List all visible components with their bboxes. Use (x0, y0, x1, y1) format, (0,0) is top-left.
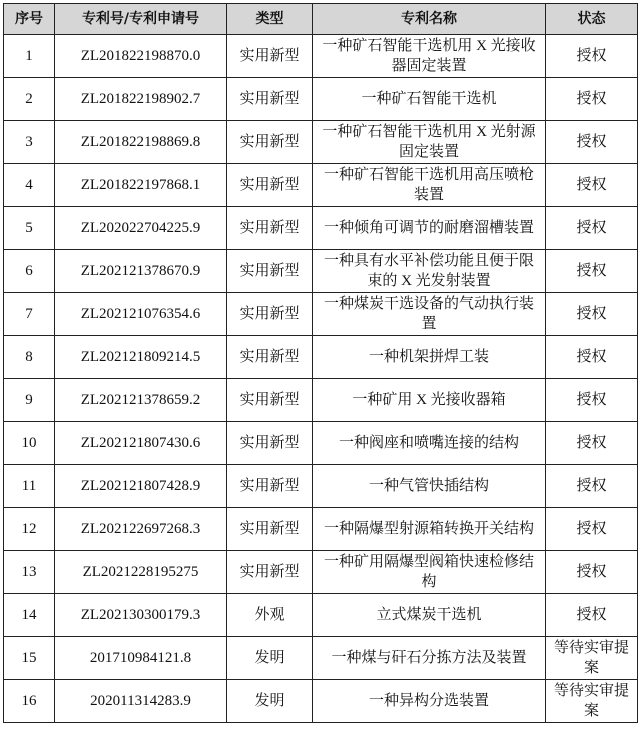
type-cell: 发明 (227, 637, 313, 680)
type-cell: 实用新型 (227, 78, 313, 121)
patent-number-cell: ZL202022704225.9 (55, 207, 227, 250)
table-row (4, 293, 638, 336)
patent-name-cell: 一种矿石智能干选机用 X 光射源固定装置 (313, 121, 546, 164)
index-cell: 9 (4, 379, 55, 422)
type-cell: 实用新型 (227, 293, 313, 336)
type-cell: 发明 (227, 680, 313, 723)
index-cell: 5 (4, 207, 55, 250)
table-row (4, 164, 638, 207)
index-cell: 4 (4, 164, 55, 207)
table-row (4, 551, 638, 594)
index-cell: 3 (4, 121, 55, 164)
patent-name-cell: 立式煤炭干选机 (313, 594, 546, 637)
patent-number-cell: ZL202121807430.6 (55, 422, 227, 465)
table-row (4, 465, 638, 508)
status-cell: 等待实审提案 (546, 680, 638, 723)
patent-name-cell: 一种倾角可调节的耐磨溜槽装置 (313, 207, 546, 250)
type-cell: 实用新型 (227, 508, 313, 551)
type-cell: 实用新型 (227, 422, 313, 465)
patent-name-cell: 一种隔爆型射源箱转换开关结构 (313, 508, 546, 551)
patent-table (3, 3, 638, 723)
table-row (4, 78, 638, 121)
patent-number-cell: 202011314283.9 (55, 680, 227, 723)
patent-number-cell: 201710984121.8 (55, 637, 227, 680)
table-row (4, 594, 638, 637)
header-patent-name: 专利名称 (313, 4, 546, 35)
status-cell: 授权 (546, 207, 638, 250)
type-cell: 实用新型 (227, 35, 313, 78)
header-patent-number: 专利号/专利申请号 (55, 4, 227, 35)
type-cell: 实用新型 (227, 121, 313, 164)
status-cell: 授权 (546, 551, 638, 594)
table-row (4, 250, 638, 293)
status-cell: 授权 (546, 121, 638, 164)
header-index: 序号 (4, 4, 55, 35)
header-row (4, 4, 638, 35)
header-status: 状态 (546, 4, 638, 35)
type-cell: 实用新型 (227, 336, 313, 379)
status-cell: 授权 (546, 336, 638, 379)
status-cell: 授权 (546, 379, 638, 422)
index-cell: 10 (4, 422, 55, 465)
patent-name-cell: 一种矿石智能干选机用 X 光接收器固定装置 (313, 35, 546, 78)
patent-name-cell: 一种气管快插结构 (313, 465, 546, 508)
table-row (4, 379, 638, 422)
patent-name-cell: 一种矿用 X 光接收器箱 (313, 379, 546, 422)
patent-number-cell: ZL202121807428.9 (55, 465, 227, 508)
status-cell: 授权 (546, 250, 638, 293)
index-cell: 7 (4, 293, 55, 336)
patent-name-cell: 一种煤与矸石分拣方法及装置 (313, 637, 546, 680)
patent-name-cell: 一种阀座和喷嘴连接的结构 (313, 422, 546, 465)
patent-name-cell: 一种矿石智能干选机用高压喷枪装置 (313, 164, 546, 207)
status-cell: 等待实审提案 (546, 637, 638, 680)
patent-number-cell: ZL201822198870.0 (55, 35, 227, 78)
type-cell: 外观 (227, 594, 313, 637)
patent-number-cell: ZL202121378670.9 (55, 250, 227, 293)
patent-number-cell: ZL201822198902.7 (55, 78, 227, 121)
index-cell: 14 (4, 594, 55, 637)
patent-name-cell: 一种矿用隔爆型阀箱快速检修结构 (313, 551, 546, 594)
patent-name-cell: 一种煤炭干选设备的气动执行装置 (313, 293, 546, 336)
patent-number-cell: ZL201822198869.8 (55, 121, 227, 164)
index-cell: 6 (4, 250, 55, 293)
type-cell: 实用新型 (227, 207, 313, 250)
index-cell: 11 (4, 465, 55, 508)
index-cell: 1 (4, 35, 55, 78)
patent-number-cell: ZL202130300179.3 (55, 594, 227, 637)
patent-name-cell: 一种矿石智能干选机 (313, 78, 546, 121)
status-cell: 授权 (546, 78, 638, 121)
table-row (4, 336, 638, 379)
index-cell: 12 (4, 508, 55, 551)
table-row (4, 637, 638, 680)
table-body (4, 35, 638, 723)
patent-number-cell: ZL202122697268.3 (55, 508, 227, 551)
table-row (4, 207, 638, 250)
header-type: 类型 (227, 4, 313, 35)
type-cell: 实用新型 (227, 465, 313, 508)
patent-name-cell: 一种异构分选装置 (313, 680, 546, 723)
index-cell: 2 (4, 78, 55, 121)
status-cell: 授权 (546, 594, 638, 637)
table-header (4, 4, 638, 35)
table-row (4, 121, 638, 164)
status-cell: 授权 (546, 164, 638, 207)
status-cell: 授权 (546, 35, 638, 78)
index-cell: 15 (4, 637, 55, 680)
status-cell: 授权 (546, 293, 638, 336)
table-row (4, 508, 638, 551)
patent-name-cell: 一种机架拼焊工装 (313, 336, 546, 379)
type-cell: 实用新型 (227, 164, 313, 207)
type-cell: 实用新型 (227, 379, 313, 422)
type-cell: 实用新型 (227, 551, 313, 594)
patent-number-cell: ZL2021228195275 (55, 551, 227, 594)
patent-number-cell: ZL202121378659.2 (55, 379, 227, 422)
status-cell: 授权 (546, 508, 638, 551)
patent-number-cell: ZL202121809214.5 (55, 336, 227, 379)
patent-name-cell: 一种具有水平补偿功能且便于限束的 X 光发射装置 (313, 250, 546, 293)
status-cell: 授权 (546, 422, 638, 465)
status-cell: 授权 (546, 465, 638, 508)
index-cell: 13 (4, 551, 55, 594)
table-row (4, 680, 638, 723)
table-row (4, 422, 638, 465)
index-cell: 16 (4, 680, 55, 723)
type-cell: 实用新型 (227, 250, 313, 293)
patent-number-cell: ZL201822197868.1 (55, 164, 227, 207)
patent-number-cell: ZL202121076354.6 (55, 293, 227, 336)
table-row (4, 35, 638, 78)
index-cell: 8 (4, 336, 55, 379)
